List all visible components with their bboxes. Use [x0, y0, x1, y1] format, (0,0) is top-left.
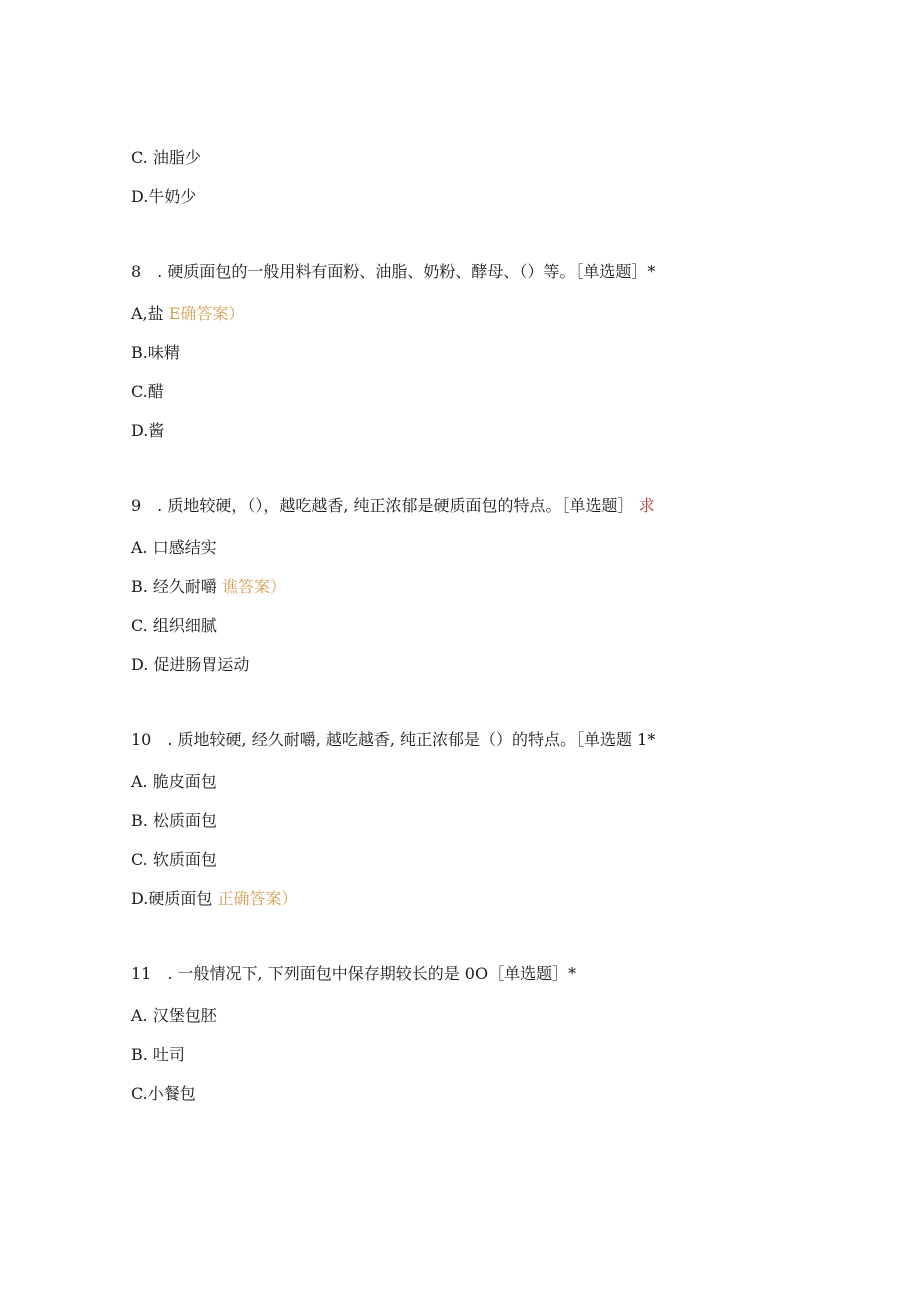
prev-question-option-d: D.牛奶少: [131, 187, 197, 206]
question-8-stem: 8 . 硬质面包的一般用料有面粉、油脂、奶粉、酵母、（）等。［单选题］*: [131, 262, 656, 281]
question-stem-text: 9 . 质地较硬，（），越吃越香, 纯正浓郁是硬质面包的特点。［单选题］: [131, 496, 634, 515]
correct-answer-note: 正确答案）: [217, 889, 298, 908]
correct-answer-note: E确答案）: [168, 304, 245, 323]
question-10-stem: 10 . 质地较硬, 经久耐嚼, 越吃越香, 纯正浓郁是（）的特点。［单选题 1*: [131, 730, 656, 749]
question-10-option-c: C. 软质面包: [131, 850, 217, 869]
question-10-option-a: A. 脆皮面包: [131, 772, 217, 791]
question-9-option-b: [131, 577, 286, 597]
question-10-option-d: [131, 889, 297, 909]
prev-question-option-c: C. 油脂少: [131, 148, 201, 167]
required-mark: 求: [638, 496, 655, 515]
option-label: D.硬质面包: [131, 889, 213, 908]
question-8-option-c: C.醋: [131, 382, 164, 401]
option-label: B. 经久耐嚼: [131, 577, 217, 596]
question-9-option-d: D. 促进肠胃运动: [131, 655, 250, 674]
question-11-option-c: C.小餐包: [131, 1084, 196, 1103]
question-9-option-a: A. 口感结实: [131, 538, 217, 557]
question-11-stem: 11 . 一般情况下, 下列面包中保存期较长的是 0O［单选题］*: [131, 964, 577, 983]
correct-answer-note: 谯答案）: [222, 577, 287, 596]
option-label: A,盐: [131, 304, 164, 323]
question-8-option-a: [131, 304, 244, 324]
question-10-option-b: B. 松质面包: [131, 811, 217, 830]
question-8-option-d: D.酱: [131, 421, 165, 440]
question-9-stem: [131, 496, 655, 516]
question-9-option-c: C. 组织细腻: [131, 616, 217, 635]
question-8-option-b: B.味精: [131, 343, 180, 362]
question-11-option-b: B. 吐司: [131, 1045, 185, 1064]
question-11-option-a: A. 汉堡包胚: [131, 1006, 217, 1025]
